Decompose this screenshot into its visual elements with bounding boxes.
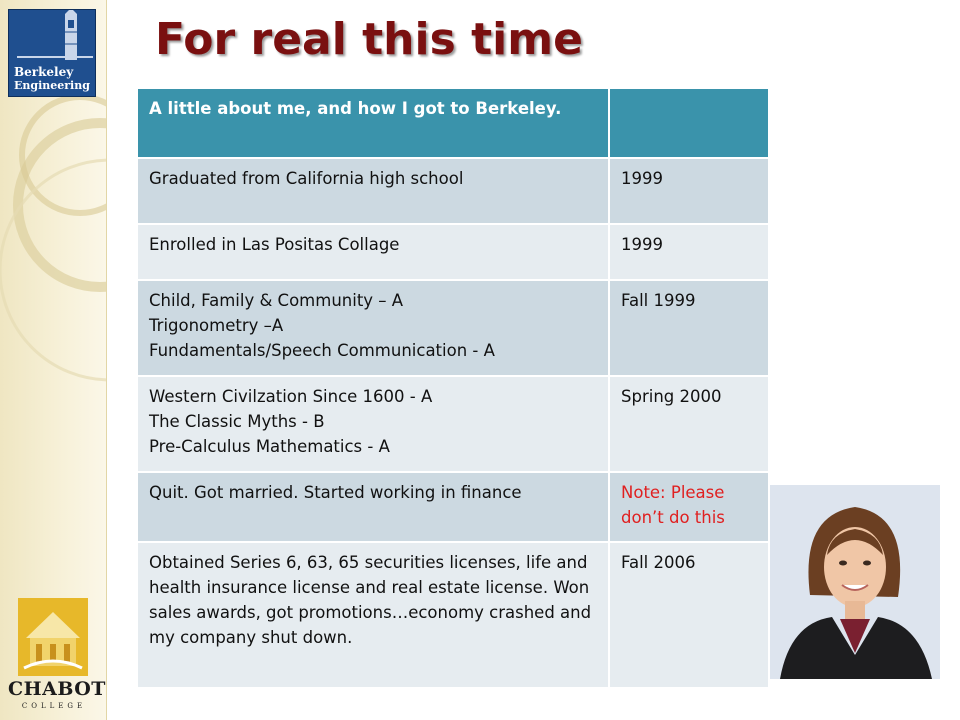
- table-row: [137, 376, 769, 472]
- course-line: Fundamentals/Speech Communication - A: [149, 341, 495, 360]
- date-cell: Fall 2006: [609, 542, 769, 688]
- table-row: [137, 542, 769, 688]
- table-row: [137, 158, 769, 224]
- timeline-table: [136, 87, 770, 689]
- chabot-building-icon: [18, 598, 88, 676]
- chabot-college-logo: [8, 598, 106, 716]
- table-header-row: [137, 88, 769, 158]
- course-line: Child, Family & Community – A: [149, 291, 404, 310]
- chabot-label: CHABOT: [8, 678, 106, 700]
- course-line: Trigonometry –A: [149, 316, 284, 335]
- table-row: [137, 280, 769, 376]
- person-portrait-icon: [770, 485, 940, 679]
- course-line: Western Civilzation Since 1600 - A: [149, 387, 433, 406]
- date-cell: Spring 2000: [609, 376, 769, 472]
- event-cell: [137, 376, 609, 472]
- event-cell: Enrolled in Las Positas Collage: [137, 224, 609, 280]
- course-line: Pre-Calculus Mathematics - A: [149, 437, 390, 456]
- table-header-cell: [609, 88, 769, 158]
- date-cell: Fall 1999: [609, 280, 769, 376]
- engineering-label: Engineering: [14, 79, 90, 92]
- profile-photo: [770, 485, 940, 679]
- college-label: COLLEGE: [21, 702, 87, 710]
- slide-title: For real this time: [155, 14, 583, 65]
- event-cell: Obtained Series 6, 63, 65 securities licenses, life and health insurance license and real estate license. Won sales awards, got promotions…economy crashed and my company shut down.: [137, 542, 609, 688]
- event-cell: [137, 280, 609, 376]
- event-cell: Quit. Got married. Started working in finance: [137, 472, 609, 542]
- table-header-cell: A little about me, and how I got to Berkeley.: [137, 88, 609, 158]
- note-cell: Note: Please don’t do this: [609, 472, 769, 542]
- table-row: [137, 472, 769, 542]
- berkeley-label: Berkeley: [14, 65, 74, 79]
- date-cell: 1999: [609, 158, 769, 224]
- course-line: The Classic Myths - B: [149, 412, 325, 431]
- table-row: [137, 224, 769, 280]
- event-cell: Graduated from California high school: [137, 158, 609, 224]
- date-cell: 1999: [609, 224, 769, 280]
- berkeley-engineering-logo: [8, 9, 96, 97]
- campanile-icon: [9, 10, 95, 64]
- decorative-sidebar: [0, 0, 107, 720]
